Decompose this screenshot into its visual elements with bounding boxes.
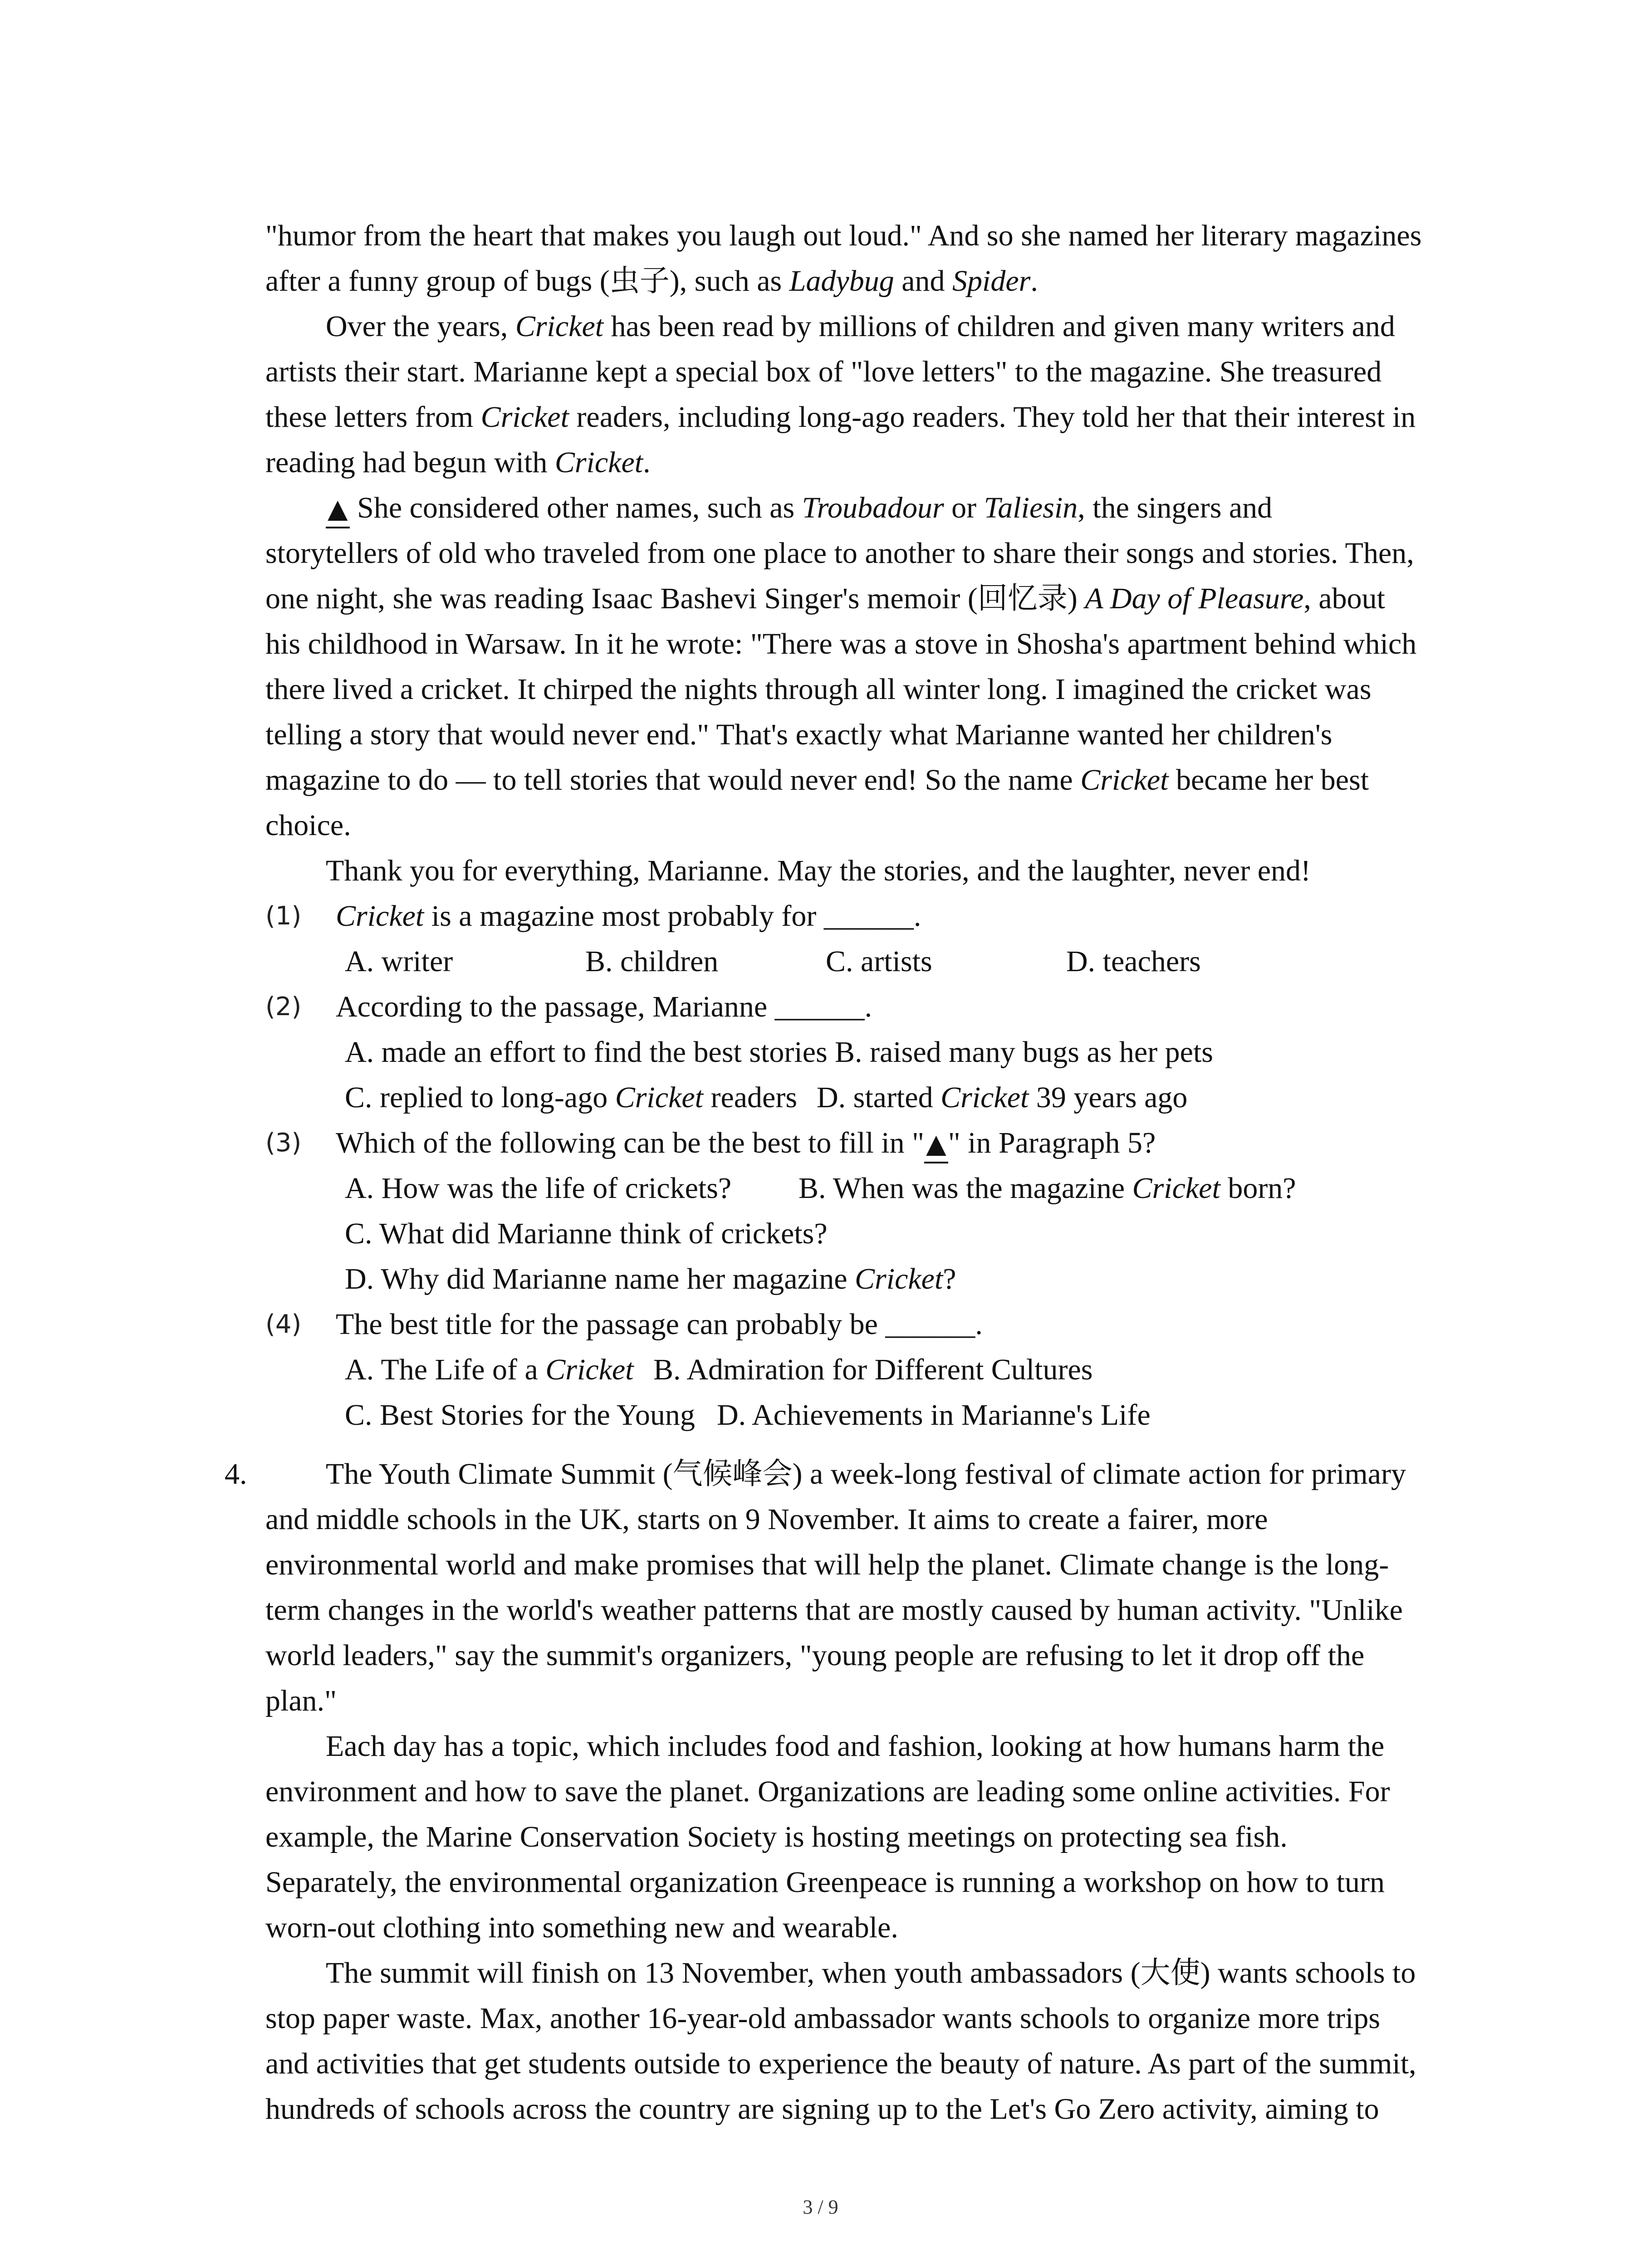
option-d[interactable]: D. Achievements in Marianne's Life <box>717 1398 1151 1432</box>
text-line: The summit will finish on 13 November, when youth ambassadors (大使) wants schools to <box>326 1956 1416 1989</box>
text-line: Each day has a topic, which includes food and fashion, looking at how humans harm the <box>326 1730 1385 1763</box>
text-line: "humor from the heart that makes you laugh out loud." And so she named her literary magazines <box>265 219 1422 252</box>
text-line: Thank you for everything, Marianne. May the stories, and the laughter, never end! <box>326 854 1311 887</box>
option-d[interactable]: D. started Cricket 39 years ago <box>817 1081 1188 1114</box>
page-number: 3 / 9 <box>803 2196 838 2218</box>
question-stem: The best title for the passage can probably be ______. <box>336 1308 983 1341</box>
text-line: magazine to do — to tell stories that would never end! So the name Cricket became her best <box>265 763 1369 797</box>
option-d[interactable]: D. teachers <box>1066 945 1201 978</box>
text-line: his childhood in Warsaw. In it he wrote: "There was a stove in Shosha's apartment behind which <box>265 627 1417 660</box>
text-line: world leaders," say the summit's organizers, "young people are refusing to let it drop off the <box>265 1639 1365 1672</box>
text-line: Over the years, Cricket has been read by millions of children and given many writers and <box>326 310 1395 343</box>
question-number: (4) <box>265 1310 302 1339</box>
question-stem: According to the passage, Marianne ______. <box>336 990 872 1023</box>
text-line: hundreds of schools across the country are signing up to the Let's Go Zero activity, aiming to <box>265 2092 1379 2126</box>
text-line: and middle schools in the UK, starts on 9 November. It aims to create a fairer, more <box>265 1503 1268 1536</box>
option-b[interactable]: B. raised many bugs as her pets <box>835 1036 1213 1069</box>
text-line: ▲ She considered other names, such as Troubadour or Taliesin, the singers and <box>326 490 1272 528</box>
option-a[interactable]: A. How was the life of crickets? <box>345 1172 732 1205</box>
item-number: 4. <box>225 1457 247 1491</box>
question-number: (3) <box>265 1128 302 1158</box>
text-line: these letters from Cricket readers, including long-ago readers. They told her that their interest in <box>265 401 1416 434</box>
question-stem: Cricket is a magazine most probably for ______. <box>336 899 921 933</box>
text-line: there lived a cricket. It chirped the nights through all winter long. I imagined the cricket was <box>265 673 1372 706</box>
question-number: (1) <box>265 901 302 931</box>
option-b[interactable]: B. children <box>585 945 719 978</box>
text-line: term changes in the world's weather patterns that are mostly caused by human activity. "Unlike <box>265 1593 1403 1627</box>
text-line: choice. <box>265 809 351 842</box>
text-line: environmental world and make promises that will help the planet. Climate change is the long- <box>265 1548 1389 1581</box>
text-line: worn-out clothing into something new and wearable. <box>265 1911 898 1944</box>
option-c[interactable]: C. What did Marianne think of crickets? <box>345 1217 828 1250</box>
text-line: The Youth Climate Summit (气候峰会) a week-long festival of climate action for primary <box>326 1457 1406 1491</box>
option-d[interactable]: D. Why did Marianne name her magazine Cricket? <box>345 1262 956 1295</box>
option-a[interactable]: A. The Life of a Cricket <box>345 1353 634 1386</box>
text-line: telling a story that would never end." That's exactly what Marianne wanted her children's <box>265 718 1332 751</box>
text-line: artists their start. Marianne kept a special box of "love letters" to the magazine. She treasured <box>265 355 1382 388</box>
option-a[interactable]: A. writer <box>345 945 453 978</box>
text-line: environment and how to save the planet. Organizations are leading some online activities. For <box>265 1775 1390 1808</box>
question-stem: Which of the following can be the best to fill in "▲" in Paragraph 5? <box>336 1125 1156 1163</box>
blank-marker: ▲ <box>328 493 348 524</box>
text-line: storytellers of old who traveled from one place to another to share their songs and stories. Then, <box>265 537 1414 570</box>
blank-marker: ▲ <box>926 1128 946 1159</box>
option-c[interactable]: C. replied to long-ago Cricket readers <box>345 1081 798 1114</box>
text-line: one night, she was reading Isaac Bashevi Singer's memoir (回忆录) A Day of Pleasure, about <box>265 582 1386 615</box>
option-c[interactable]: C. artists <box>826 945 932 978</box>
text-line: Separately, the environmental organization Greenpeace is running a workshop on how to turn <box>265 1866 1385 1899</box>
text-line: stop paper waste. Max, another 16-year-old ambassador wants schools to organize more trips <box>265 2002 1381 2035</box>
option-b[interactable]: B. When was the magazine Cricket born? <box>798 1172 1296 1205</box>
option-b[interactable]: B. Admiration for Different Cultures <box>653 1353 1093 1386</box>
text-line: plan." <box>265 1684 337 1717</box>
text-line: example, the Marine Conservation Society is hosting meetings on protecting sea fish. <box>265 1820 1288 1853</box>
text-line: reading had begun with Cricket. <box>265 446 651 479</box>
question-number: (2) <box>265 992 302 1022</box>
option-a[interactable]: A. made an effort to find the best stories <box>345 1036 828 1069</box>
option-c[interactable]: C. Best Stories for the Young <box>345 1398 695 1432</box>
text-line: after a funny group of bugs (虫子), such as Ladybug and Spider. <box>265 264 1038 298</box>
text-line: and activities that get students outside to experience the beauty of nature. As part of the summit, <box>265 2047 1416 2080</box>
